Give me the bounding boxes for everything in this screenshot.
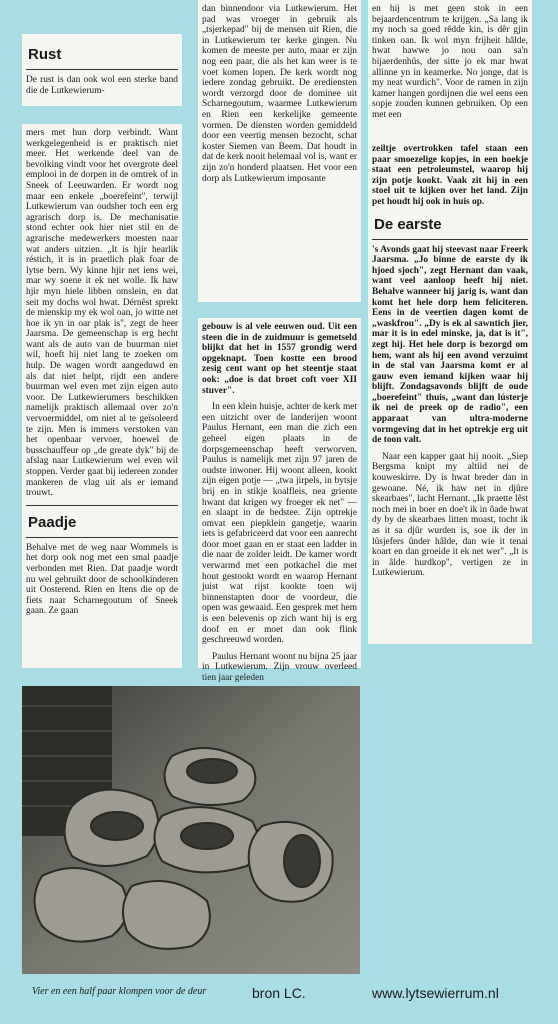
photo-clogs bbox=[22, 686, 360, 974]
paragraph: Behalve met de weg naar Wommels is het dorp ook nog met een smal paadje verbonden met Rien. Dat paadje wordt nu wel gebruikt door de schoolkinderen uit Oosterend. Rien en Itens die op de fiets naar Scharnegoutum of Sneek gaan. Ze gaan bbox=[26, 542, 178, 617]
heading-paadje: Paadje bbox=[28, 513, 77, 531]
clogs-image bbox=[22, 686, 360, 974]
heading-rust: Rust bbox=[28, 46, 62, 63]
clipping-column-3-main bbox=[368, 140, 532, 644]
clipping-column-2-mid bbox=[198, 318, 361, 683]
divider bbox=[26, 505, 178, 506]
clipping-column-3-top bbox=[368, 0, 532, 140]
paragraph-bold: zeiltje overtrokken tafel staan een paar smoezelige kopjes, in een hoekje staat een petroleumstel, waarop hij zijn potje kookt. Vaak zit hij in een stoel uit te kijken over het land. Zijn pet houdt hij ook in huis op. bbox=[372, 144, 528, 207]
website-credit[interactable]: www.lytsewierrum.nl bbox=[372, 985, 499, 1001]
paragraph: en hij is met geen stok in een bejaardencentrum te krijgen. „Sa lang ik my noch sa goed rêdde kin, is dêr gjin tinken oan. Ik wol myn frijheit hâlde, hwat hawwe jo nou oan sa'n bijaerdenhûs, der sitte jo ek mar hwat allinne yn in keamerke. No jonge, dat is my neat wurdich". Voor de ramen in zijn kamer hangen gordijnen die wel eens een sopje zouden kunnen gebruiken. Op een met een bbox=[372, 4, 528, 120]
paragraph-bold: 's Avonds gaat hij steevast naar Freerk Jaarsma. „Jo binne de earste dy ik hjoed sjoch", zegt Hernant dan vaak, want veel aanloop heeft hij niet. Behalve wanneer hij jarig is, want dan komt het hele dorp hem feliciteren. Eens in de veertien dagen komt de „waskfrou". „Dy is ek al sawntich jier, mar it is in edel minske, ja, dat is it", zegt hij. Het hele dorp is bezorgd om hem, want als hij een avond verzuimt in de stal van Jaarsma komt er al gauw even iemand kijken waar hij blijft. Zondagsavonds blijft de oude „boerefeint" thuis, „want dan lústerje ik nei de preek op de radio", een apparaat van ultra-moderne vormgeving dat in het optrekje erg uit de toon valt. bbox=[372, 244, 528, 446]
clipping-rust bbox=[22, 34, 182, 106]
divider bbox=[372, 239, 528, 240]
clipping-column-2-top bbox=[198, 0, 361, 302]
paragraph: Naar een kapper gaat hij nooit. „Siep Bergsma knipt my altiid nei de kouweskirre. Dy is hwat breder dan in gewoane. Né, ik haw net in djûre skearbaes", lacht Hernant. „Ik praette lêst noch mei in boer en doe't ik in ôade hwat dy by de skearbaes litten moast, tocht ik as it sa djûr wurden is, soe ik der in lûsjefers ûnder hâlde, dan wie it tenai koart en dan groeide it ek net wer". „It is in âlde hurdkop", vertigen ze in Lutkewierum. bbox=[372, 451, 528, 579]
divider bbox=[26, 69, 178, 70]
paragraph: mers met hun dorp verbindt. Want werkgelegenheid is er praktisch niet meer. Het werkende deel van de bevolking vindt voor het overgrote deel emplooi in de dorpen in de omtrek of in Sneek of Leeuwarden. Er wordt nog maar een enkele „boerefeint", terwijl Lutkewierum van oudsher toch een erg agrarisch dorp is. De mechanisatie stond echter ook hier niet stil en de agrarische medewerkers moesten naar wat anders uitzien. „It is hjir hearlik réstich, it is in praetlich plak foar de lytse bern. Wy kinne hjir net iens wei, mar wy soene it ek net wolle. Ik haw hjir myn hiele libben omslein, en dat seit my dochs wol hwat. Dérnêst sprekt de mienskip my ek wol oan, jo witte net hoe ik yn in oar plak is", zegt de heer Jaarsma. De gemeenschap is erg hecht want als de auto van de buurman niet wil, hoeft hij niet lang te zoeken om hulp. De wagen wordt aangeduwd en als dat niet helpt, rijdt een andere buurman wel even met zijn eigen auto voor. De Lutkewierumers beschikken namelijk praktisch allemaal over zo'n vervoermiddel, om niet al te geïsoleerd te zijn. Men is immers verstoken van het openbaar vervoer, hoewel de busschauffeur op „de greate dyk" bij de afslag naar Lutkewierum wel even wil stoppen. Verder gaat bij iedereen zonder mankeren de vlag uit als er iemand trouwt. bbox=[26, 128, 178, 499]
divider bbox=[26, 537, 178, 538]
paragraph: Paulus Hernant woont nu bijna 25 jaar in Lutkewierum. Zijn vrouw overleed tien jaar geleden bbox=[202, 651, 357, 683]
paragraph: In een klein huisje, achter de kerk met een uitzicht over de landerijen woont Paulus Hernant, een man die zich een geheel eigen plaats in de dorpsgemeenschap heeft verworven. Paulus is namelijk met zijn 97 jaren de oudste inwoner. Hij woont alleen, kookt zijn eigen potje — „twa jirpels, in bytsje brij en in stikje koalfleis, nea griente hwant dat krigen wy froeger ek net" — en slaapt in de bedstee. Zijn optrekje omvat een piepklein gangetje, waarin iets is gefabriceerd dat voor een aanrecht door moet gaan en er staat een ladder in die naar de zolder leidt. De kamer wordt verwarmd met een potkachel die met hout gestookt wordt en waarop Hernant juist wat rijst kookte toen wij binnenstapten door de voordeur, die open was gewaaid. Een gesprek met hem is een belevenis op zich want hij is erg doof en er moet dan ook flink geschreeuwd worden. bbox=[202, 402, 357, 646]
paragraph-bold: gebouw is al vele eeuwen oud. Uit een steen die in de zuidmuur is gemetseld blijkt dat het in 1557 grondig werd opgeknapt. Toen kostte een brood zesig cent want op het steentje staat ook: „doe is dat broet coft voer XII stuver". bbox=[202, 322, 357, 396]
photo-caption: Vier en een half paar klompen voor de deur bbox=[32, 986, 207, 997]
heading-de-earste: De earste bbox=[374, 215, 442, 233]
paragraph: dan binnendoor via Lutkewierum. Het pad was vroeger in gebruik als „tsjerkepad" bij de mensen uit Rien, die in Lutkewierum ter kerke gingen. Nu komen de meeste per auto, maar er zijn nog een paar, die als het kan weer is te voet komen lopen. De kerk wordt nog iedere zondag gebruikt. De erediensten wordt verzorgd door de dominee uit Scharnegoutum, waarmee Lutkewierum en Rien een kerkelijke gemeente vormen. De diensten worden gemiddeld door een veertig mensen bezocht, schat koster Siemen van Beem. Dat houdt in dat de kerk nooit helemaal vol is, want er zijn zo'n honderd plaatsen. Het voor een dorp als Lutkewierum imposante bbox=[202, 4, 357, 184]
clipping-column-1 bbox=[22, 124, 182, 668]
paragraph: De rust is dan ook wol een sterke band die de Lutkewierum- bbox=[26, 75, 178, 96]
source-credit: bron LC. bbox=[252, 985, 306, 1001]
